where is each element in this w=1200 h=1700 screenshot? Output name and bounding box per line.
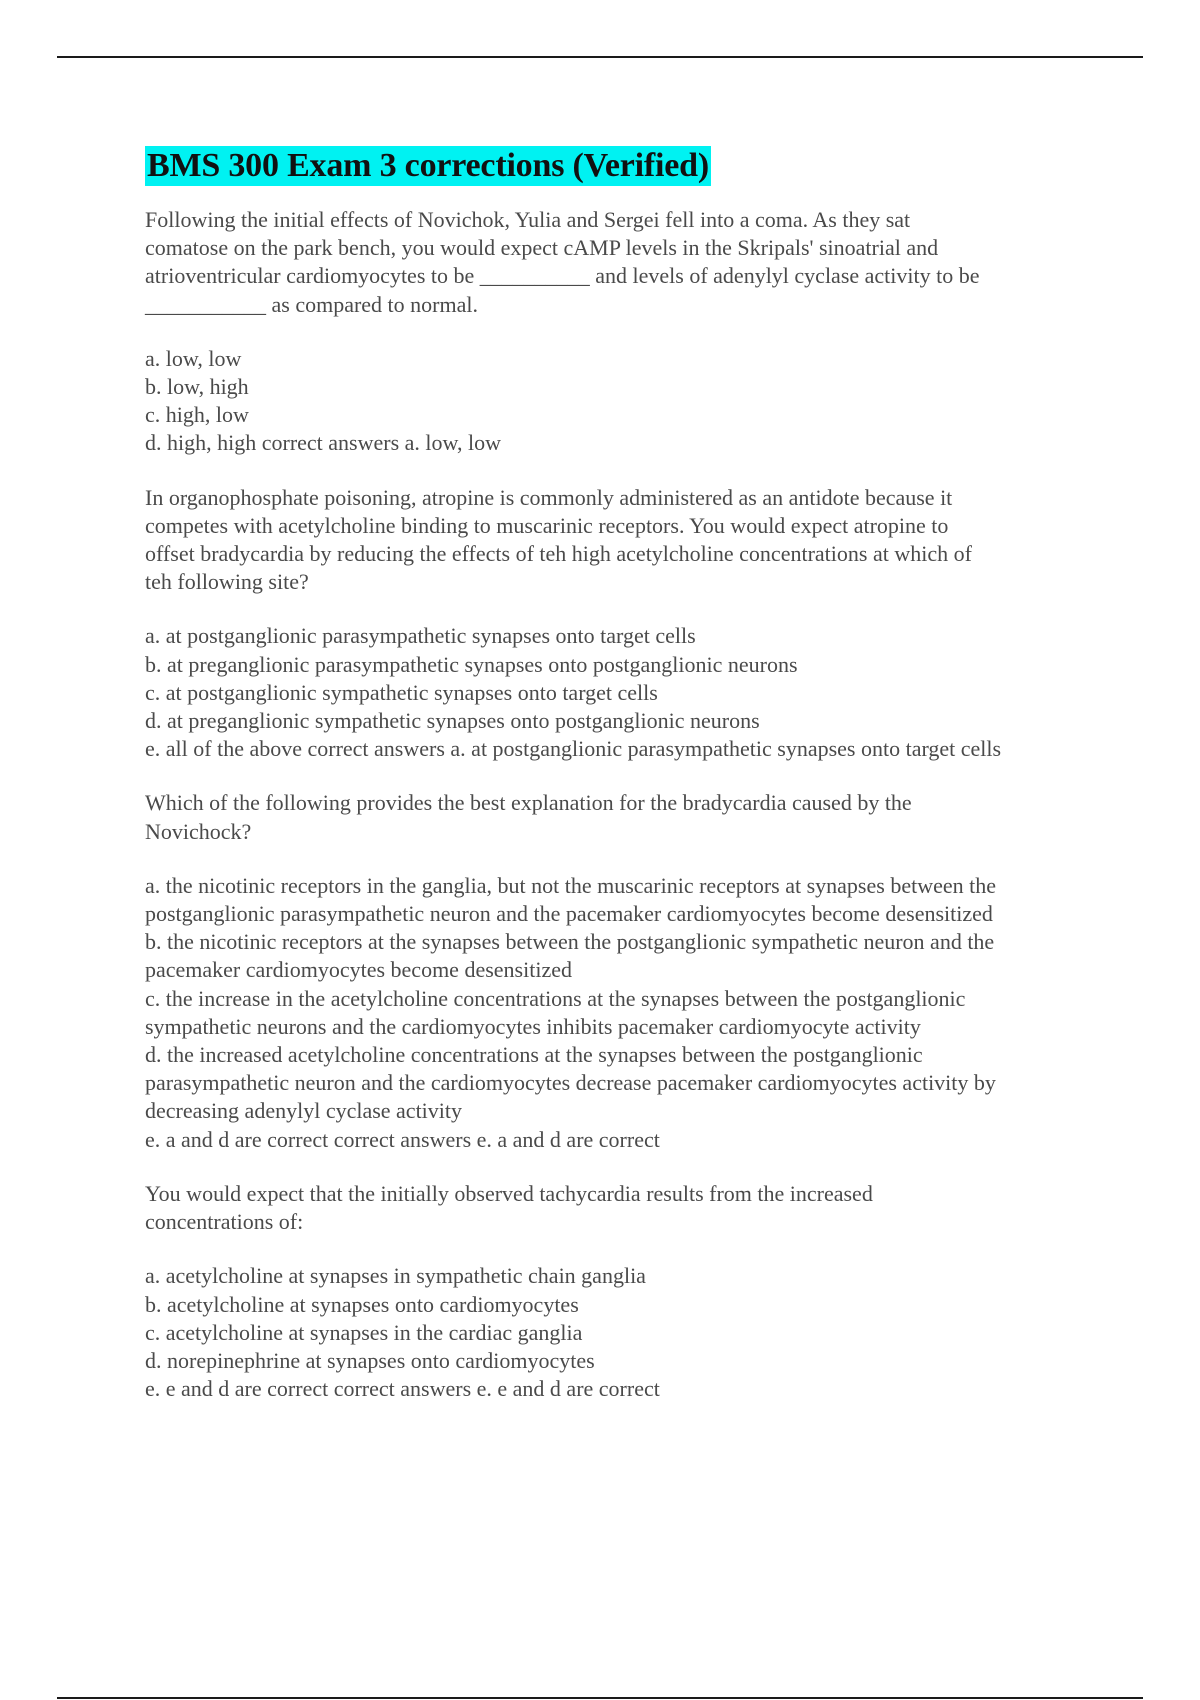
document-body bbox=[145, 146, 1105, 1403]
question-options: a. acetylcholine at synapses in sympathetic chain ganglia b. acetylcholine at synapses onto cardiomyocytes c. acetylcholine at synapses in the cardiac ganglia d. norepinephrine at synapses onto cardiomyocytes e. e and d are correct correct answers e. e and d are correct bbox=[145, 1263, 660, 1402]
question-stem: In organophosphate poisoning, atropine is commonly administered as an antidote because it competes with acetylcholine binding to muscarinic receptors. You would expect atropine to offset bradycardia by reducing the effects of teh high acetylcholine concentrations at which of teh following site? bbox=[145, 484, 972, 595]
question-stem: Which of the following provides the best explanation for the bradycardia caused by the Novichock? bbox=[145, 790, 912, 844]
question-stem: Following the initial effects of Novichok, Yulia and Sergei fell into a coma. As they sat comatose on the park bench, you would expect cAMP levels in the Skripals' sinoatrial and atrioventricular cardiomyocytes to be __________ and levels of adenylyl cyclase activity to be ___________ as compared to normal. bbox=[145, 207, 980, 317]
question-1 bbox=[145, 206, 1105, 458]
question-3 bbox=[145, 789, 1105, 1153]
question-options: a. the nicotinic receptors in the ganglia, but not the muscarinic receptors at synapses between the postganglionic parasympathetic neuron and the pacemaker cardiomyocytes become desensitized b. the nicotinic receptors at the synapses between the postganglionic sympathetic neuron and the pacemaker cardiomyocytes become desensitized c. the increase in the acetylcholine concentrations at the synapses between the postganglionic sympathetic neurons and the cardiomyocytes inhibits pacemaker cardiomyocyte activity d. the increased acetylcholine concentrations at the synapses between the postganglionic parasympathetic neuron and the cardiomyocytes decrease pacemaker cardiomyocytes activity by decreasing adenylyl cyclase activity e. a and d are correct correct answers e. a and d are correct bbox=[145, 872, 996, 1152]
question-options: a. at postganglionic parasympathetic synapses onto target cells b. at preganglionic parasympathetic synapses onto postganglionic neurons c. at postganglionic sympathetic synapses onto target cells d. at preganglionic sympathetic synapses onto postganglionic neurons e. all of the above correct answers a. at postganglionic parasympathetic synapses onto target cells bbox=[145, 623, 1002, 762]
bottom-rule bbox=[57, 1697, 1143, 1699]
question-options: a. low, low b. low, high c. high, low d. high, high correct answers a. low, low bbox=[145, 345, 501, 456]
top-rule bbox=[57, 56, 1143, 58]
question-2 bbox=[145, 484, 1105, 764]
question-4 bbox=[145, 1180, 1105, 1403]
question-stem: You would expect that the initially observed tachycardia results from the increased concentrations of: bbox=[145, 1180, 873, 1235]
document-title: BMS 300 Exam 3 corrections (Verified) bbox=[147, 147, 710, 184]
